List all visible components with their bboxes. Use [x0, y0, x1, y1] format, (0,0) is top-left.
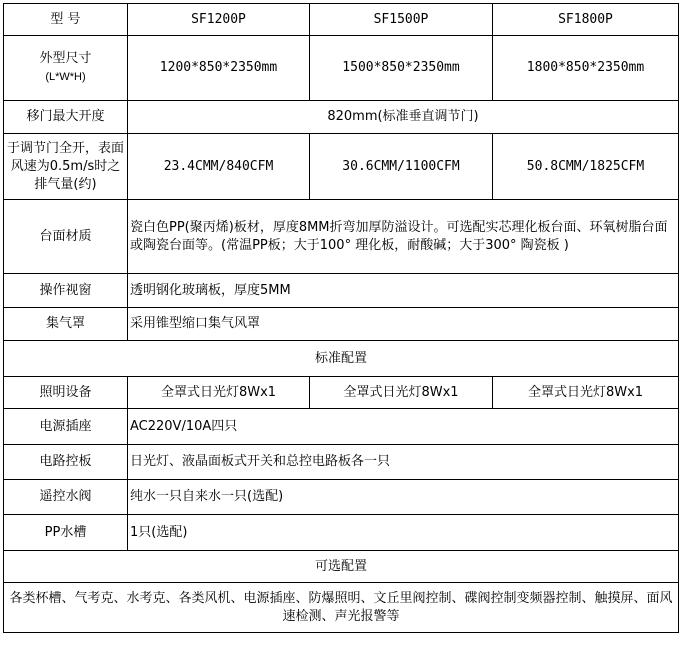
standard-config-row	[4, 341, 679, 377]
countertop-label: 台面材质	[4, 200, 128, 274]
door-opening-row	[4, 101, 679, 134]
dimensions-sub-label: (L*W*H)	[45, 71, 86, 83]
door-opening-value: 820mm(标准垂直调节门)	[128, 101, 679, 134]
pp-sink-value: 1只(选配)	[128, 515, 679, 551]
model-sf1800p: SF1800P	[493, 4, 679, 36]
dimensions-value-1500: 1500*850*2350mm	[310, 36, 493, 101]
door-opening-label: 移门最大开度	[4, 101, 128, 134]
viewing-window-value: 透明钢化玻璃板，厚度5MM	[128, 274, 679, 308]
remote-valve-value: 纯水一只自来水一只(选配)	[128, 480, 679, 515]
circuit-board-value: 日光灯、液晶面板式开关和总控电路板各一只	[128, 445, 679, 480]
pp-sink-label: PP水槽	[4, 515, 128, 551]
optional-config-row	[4, 551, 679, 583]
model-label: 型 号	[4, 4, 128, 36]
optional-config-title: 可选配置	[4, 551, 679, 583]
dimensions-label: 外型尺寸	[39, 51, 92, 66]
exhaust-value-1800: 50.8CMM/1825CFM	[493, 134, 679, 200]
countertop-value: 瓷白色PP(聚丙烯)板材，厚度8MM折弯加厚防溢设计。可选配实芯理化板台面、环氧树脂台面或陶瓷台面等。(常温PP板；大于100° 理化板，耐酸碱；大于300° 陶瓷板 )	[128, 200, 679, 274]
viewing-window-label: 操作视窗	[4, 274, 128, 308]
hood-label: 集气罩	[4, 308, 128, 341]
lighting-row	[4, 377, 679, 409]
countertop-row	[4, 200, 679, 274]
socket-row	[4, 409, 679, 445]
model-row	[4, 4, 679, 36]
remote-valve-row	[4, 480, 679, 515]
exhaust-row	[4, 134, 679, 200]
exhaust-value-1500: 30.6CMM/1100CFM	[310, 134, 493, 200]
dimensions-row	[4, 36, 679, 101]
lighting-value-1500: 全罩式日光灯8Wx1	[310, 377, 493, 409]
optional-list-row	[4, 583, 679, 633]
dimensions-label-cell	[4, 36, 128, 101]
exhaust-label: 于调节门全开，表面风速为0.5m/s时之排气量(约)	[4, 134, 128, 200]
dimensions-value-1200: 1200*850*2350mm	[128, 36, 310, 101]
exhaust-value-1200: 23.4CMM/840CFM	[128, 134, 310, 200]
circuit-board-row	[4, 445, 679, 480]
lighting-value-1200: 全罩式日光灯8Wx1	[128, 377, 310, 409]
pp-sink-row	[4, 515, 679, 551]
viewing-window-row	[4, 274, 679, 308]
model-sf1500p: SF1500P	[310, 4, 493, 36]
model-sf1200p: SF1200P	[128, 4, 310, 36]
socket-label: 电源插座	[4, 409, 128, 445]
optional-config-text: 各类杯槽、气考克、水考克、各类风机、电源插座、防爆照明、文丘里阀控制、碟阀控制变频器控制、触摸屏、面风速检测、声光报警等	[4, 583, 679, 633]
hood-value: 采用锥型缩口集气风罩	[128, 308, 679, 341]
lighting-value-1800: 全罩式日光灯8Wx1	[493, 377, 679, 409]
remote-valve-label: 遥控水阀	[4, 480, 128, 515]
lighting-label: 照明设备	[4, 377, 128, 409]
standard-config-title: 标准配置	[4, 341, 679, 377]
spec-table	[3, 3, 679, 633]
hood-row	[4, 308, 679, 341]
socket-value: AC220V/10A四只	[128, 409, 679, 445]
dimensions-value-1800: 1800*850*2350mm	[493, 36, 679, 101]
circuit-board-label: 电路控板	[4, 445, 128, 480]
